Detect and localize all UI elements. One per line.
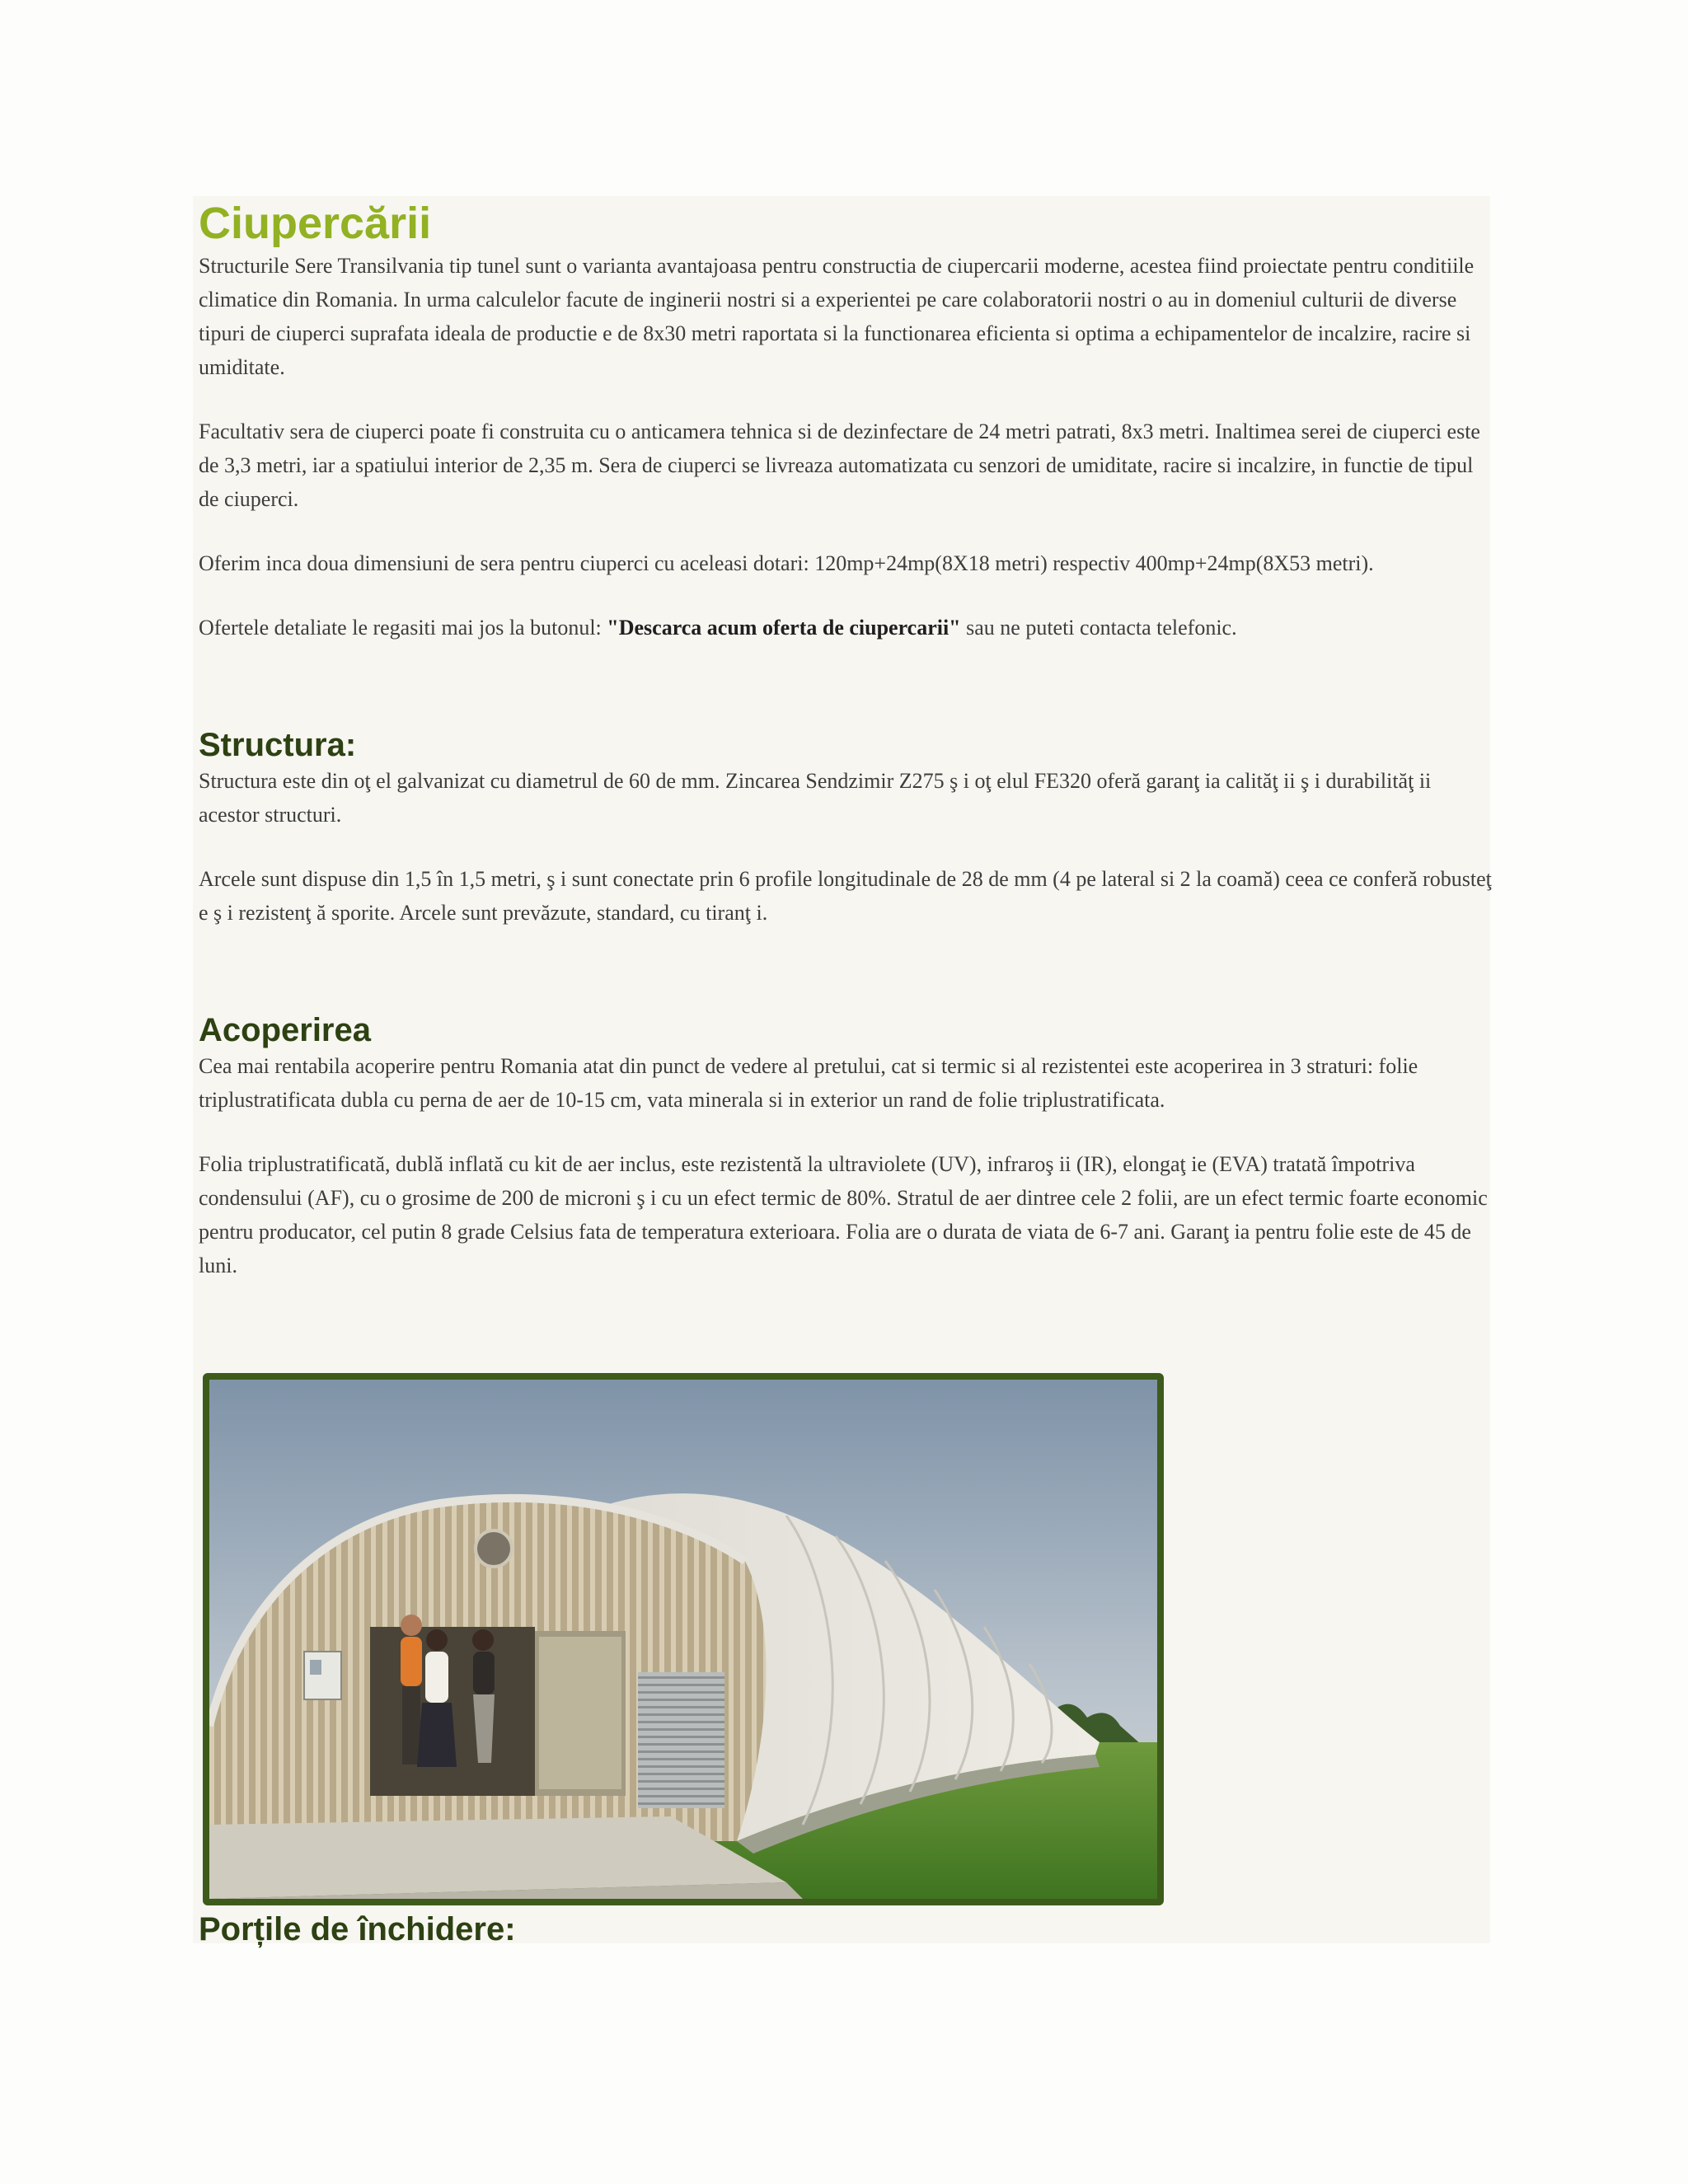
acoperirea-paragraph-1: Cea mai rentabila acoperire pentru Romania atat din punct de vedere al pretului, cat si termic si al rezistentei este acoperirea in 3 straturi: folie triplustratificata dubla cu perna de aer de 10-15 cm, vata minerala si in exterior un rand de folie triplustratificata. [199, 1054, 1418, 1112]
page-title: Ciupercării [199, 199, 432, 248]
greenhouse-photo [203, 1373, 1164, 1905]
section-heading-portile: Porțile de închidere: [199, 1911, 516, 1947]
offer-button-name: "Descarca acum oferta de ciupercarii" [607, 616, 961, 640]
structura-paragraph-1: Structura este din oţ el galvanizat cu diametrul de 60 de mm. Zincarea Sendzimir Z275 ş i oţ elul FE320 oferă garanţ ia calităţ ii ş i durabilităţ ii acestor structuri. [199, 769, 1432, 827]
document-content [199, 198, 1497, 1282]
acoperirea-paragraph-2: Folia triplustratificată, dublă inflată cu kit de aer inclus, este rezistentă la ultraviolete (UV), infraroş ii (IR), elongaţ ie (EVA) tratată împotriva condensului (AF), cu o grosime de 200 de microni ş i cu un efect termic de 80%. Stratul de aer dintree cele 2 folii, are un efect termic foarte economic pentru producator, cel putin 8 grade Celsius fata de temperatura exterioara. Folia are o durata de viata de 6-7 ani. Garanţ ia pentru folie este de 45 de luni. [199, 1152, 1488, 1277]
section-heading-acoperirea: Acoperirea [199, 1012, 371, 1048]
intro-paragraph-1: Structurile Sere Transilvania tip tunel sunt o varianta avantajoasa pentru constructia de ciupercarii moderne, acestea fiind proiectate pentru conditiile climatice din Romania. In urma calculelor facute de inginerii nostri si a experientei pe care colaboratorii nostri o au in domeniul culturii de diverse tipuri de ciuperci suprafata ideala de productie e de 8x30 metri raportata si la functionarea eficienta si optima a echipamentelor de incalzire, racire si umiditate. [199, 254, 1475, 379]
intro-paragraph-4 [199, 611, 1497, 644]
structura-paragraph-2: Arcele sunt dispuse din 1,5 în 1,5 metri, ş i sunt conectate prin 6 profile longitudinale de 28 de mm (4 pe lateral si 2 la coamă) ceea ce conferă robusteţ e ş i rezistenţ ă sporite. Arcele sunt prevăzute, standard, cu tiranţ i. [199, 867, 1492, 925]
offer-text-before: Ofertele detaliate le regasiti mai jos la butonul: [199, 616, 607, 640]
intro-paragraph-3: Oferim inca doua dimensiuni de sera pentru ciuperci cu aceleasi dotari: 120mp+24mp(8X18 metri) respectiv 400mp+24mp(8X53 metri). [199, 551, 1374, 575]
section-heading-structura: Structura: [199, 727, 357, 763]
intro-paragraph-2: Facultativ sera de ciuperci poate fi construita cu o anticamera tehnica si de dezinfectare de 24 metri patrati, 8x3 metri. Inaltimea serei de ciuperci este de 3,3 metri, iar a spatiului interior de 2,35 m. Sera de ciuperci se livreaza automatizata cu senzori de umiditate, racire si incalzire, in functie de tipul de ciuperci. [199, 419, 1480, 511]
offer-text-after: sau ne puteti contacta telefonic. [960, 616, 1237, 640]
